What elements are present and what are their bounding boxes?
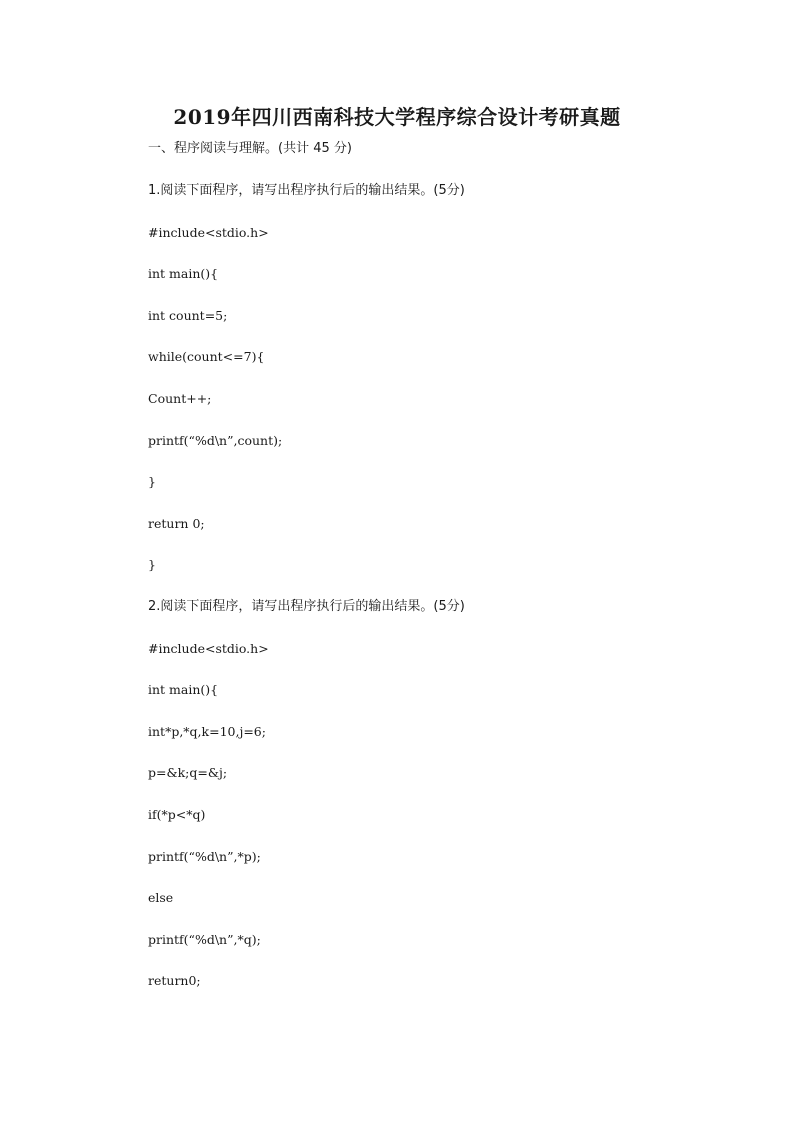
code-line: printf(“%d\n”,*q);: [148, 931, 261, 947]
page-title: 2019年四川西南科技大学程序综合设计考研真题: [173, 105, 621, 129]
code-line: #include<stdio.h>: [148, 224, 269, 240]
code-line: Count++;: [148, 390, 212, 406]
code-line: }: [148, 557, 156, 573]
code-line: printf(“%d\n”,*p);: [148, 848, 261, 864]
code-line: }: [148, 474, 156, 490]
section-heading: 一、程序阅读与理解。(共计 45 分): [148, 141, 352, 156]
code-line: int*p,*q,k=10,j=6;: [148, 723, 266, 739]
code-line: #include<stdio.h>: [148, 640, 269, 656]
question-text: 1.阅读下面程序，请写出程序执行后的输出结果。(5分): [148, 183, 465, 198]
code-line: int count=5;: [148, 307, 228, 323]
code-line: return0;: [148, 973, 201, 989]
code-line: int main(){: [148, 682, 219, 698]
code-line: return 0;: [148, 515, 205, 531]
code-line: int main(){: [148, 266, 219, 282]
content-lines: [148, 182, 465, 1014]
code-line: printf(“%d\n”,count);: [148, 432, 283, 448]
code-line: if(*p<*q): [148, 806, 206, 822]
code-line: else: [148, 890, 174, 906]
code-line: p=&k;q=&j;: [148, 765, 228, 781]
question-text: 2.阅读下面程序，请写出程序执行后的输出结果。(5分): [148, 598, 465, 614]
code-line: while(count<=7){: [148, 349, 265, 365]
